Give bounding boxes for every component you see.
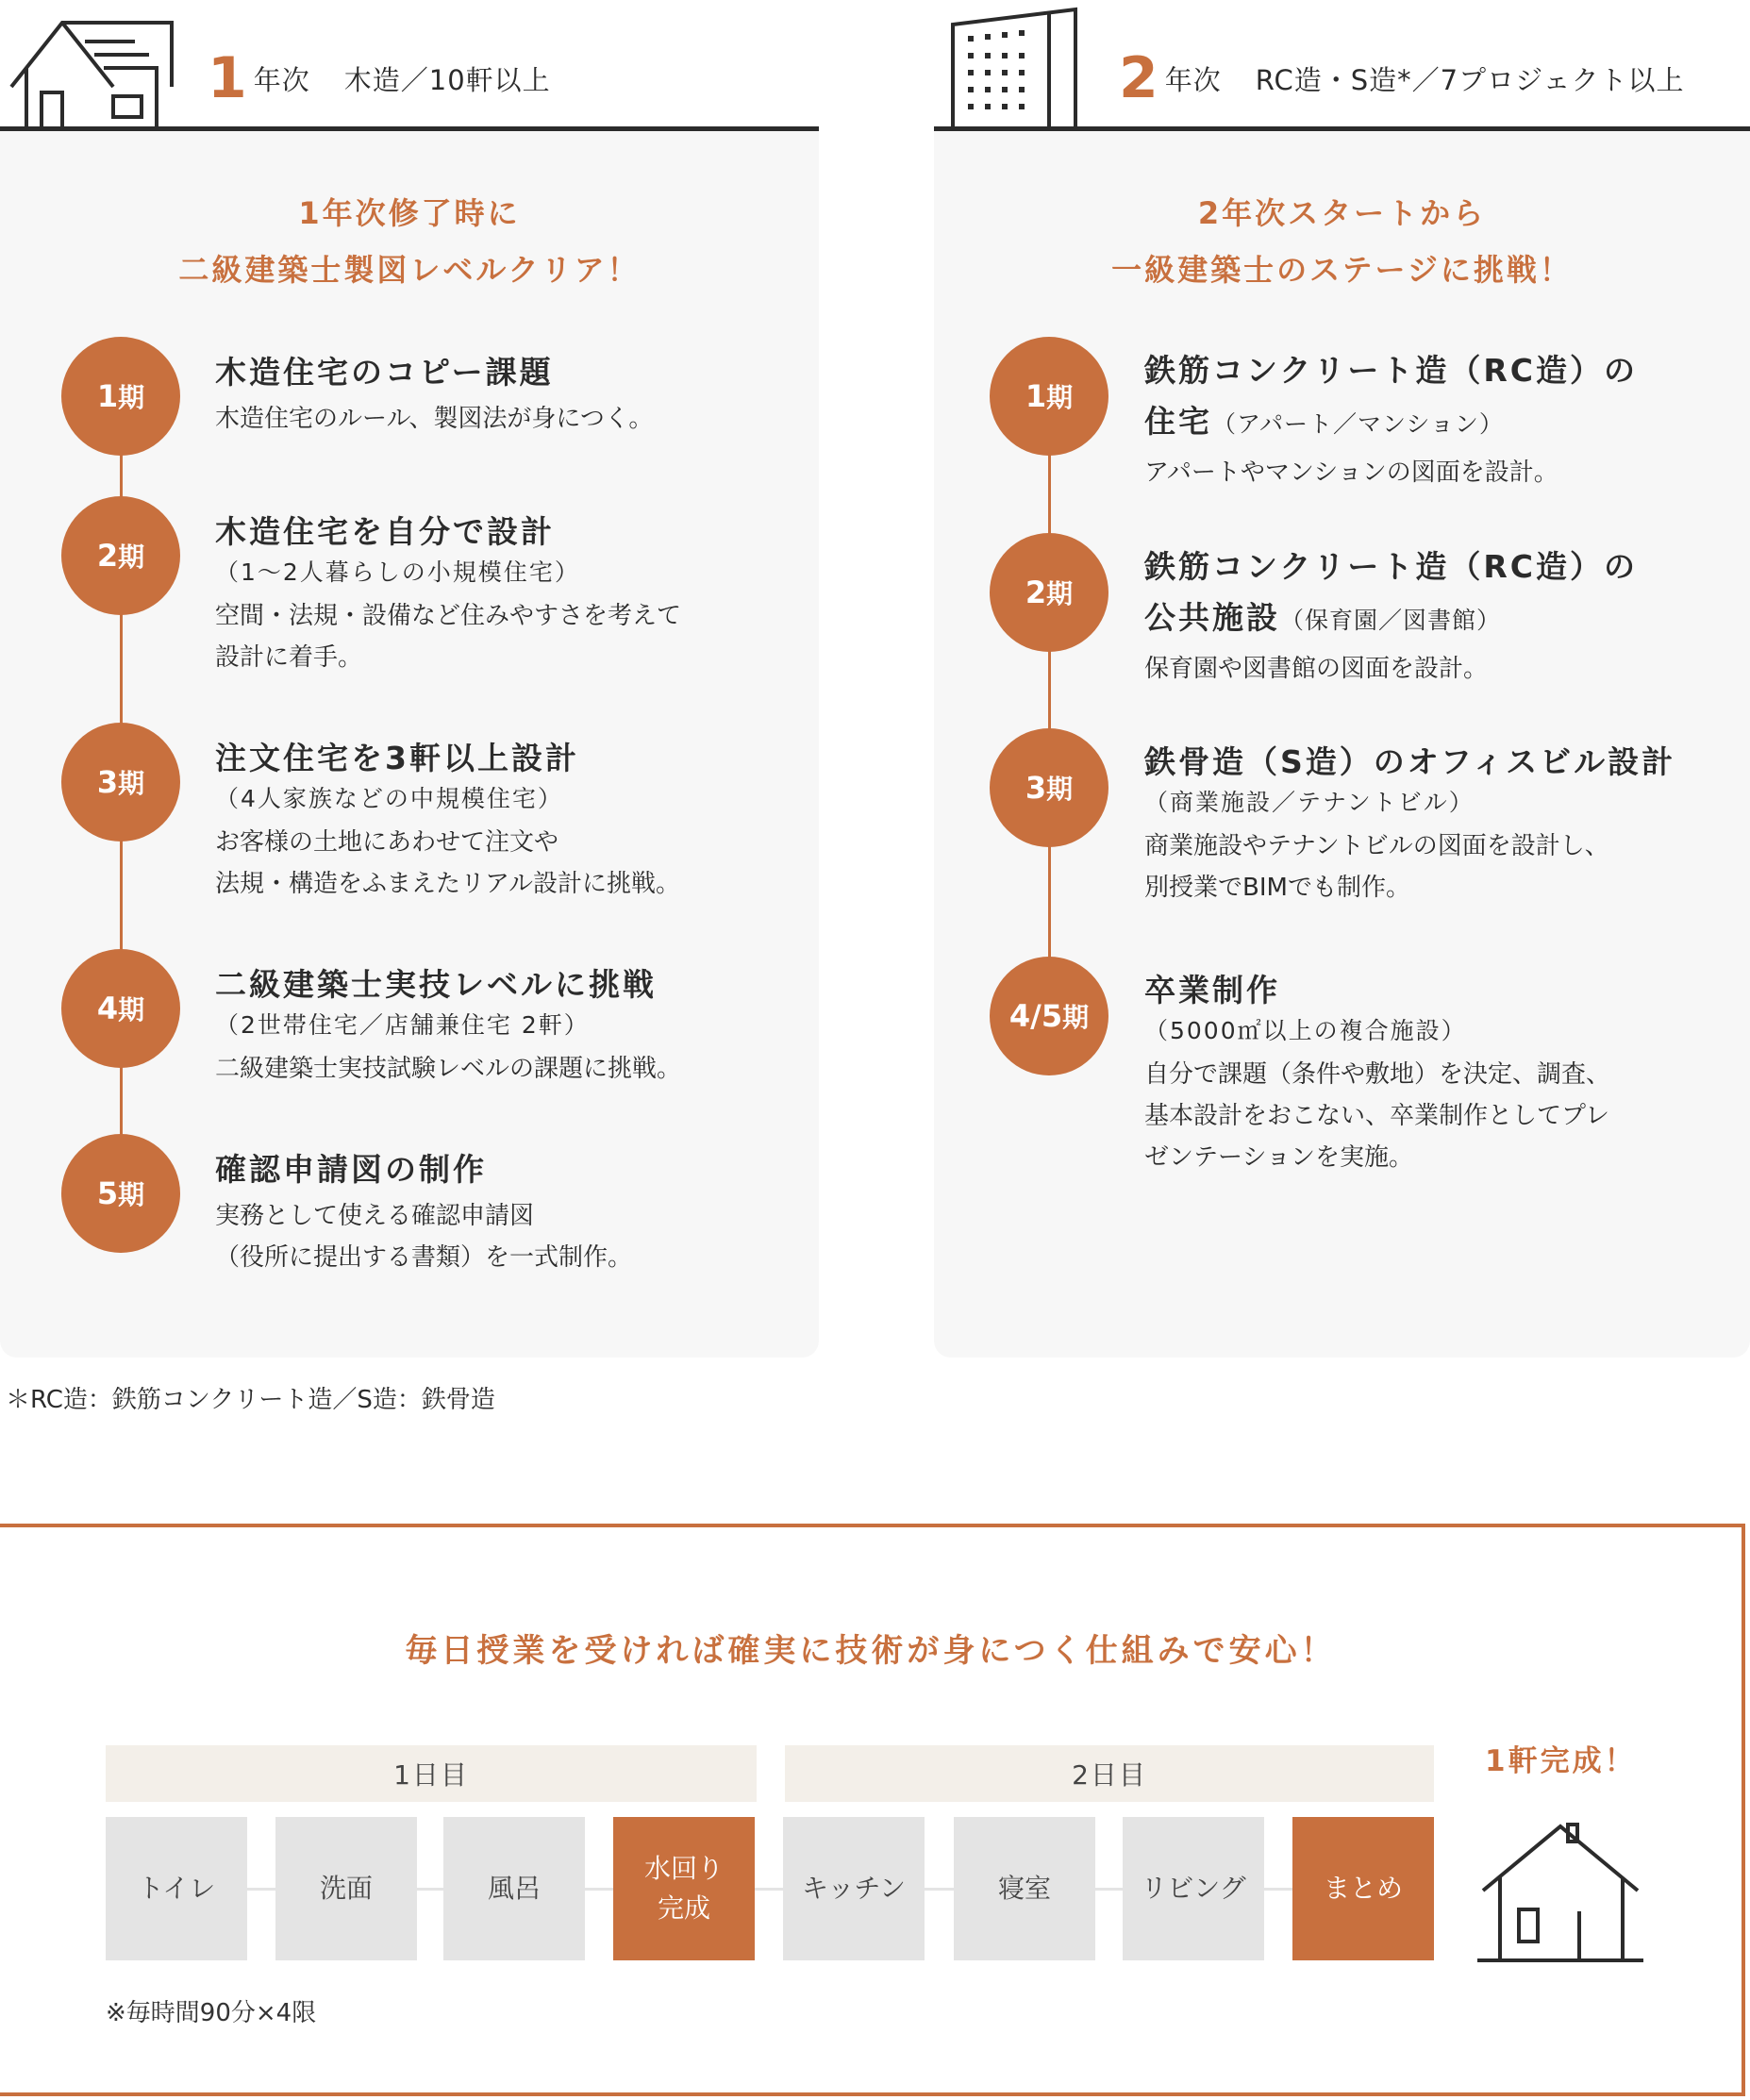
house-icon: [8, 13, 177, 130]
year2-stage2-badge: 2 期: [990, 533, 1108, 652]
stage-desc-line: 設計に着手。: [215, 643, 363, 672]
year2-stage45-badge: 4/5 期: [990, 957, 1108, 1075]
stage-subtitle: （5000㎡以上の複合施設）: [1144, 1017, 1467, 1044]
year1-stage1: [215, 351, 653, 440]
schedule-cell-kitchen: キッチン: [783, 1817, 925, 1960]
year1-stage2-badge: 2 期: [61, 496, 180, 615]
stage-desc-line: 空間・法規・設備など住みやすさを考えて: [215, 602, 682, 630]
schedule-cell-bedroom: 寝室: [954, 1817, 1095, 1960]
stage-desc-line: ゼンテーションを実施。: [1144, 1143, 1413, 1172]
stage-title: 卒業制作: [1144, 972, 1280, 1008]
schedule-cell-water-complete: 水回り 完成: [613, 1817, 755, 1960]
stage-desc-line: 別授業でBIMでも制作。: [1144, 874, 1410, 902]
year1-stage5-badge: 5 期: [61, 1134, 180, 1253]
year1-stage3-badge: 3 期: [61, 723, 180, 842]
year2-unit: 年次: [1164, 64, 1222, 96]
year1-stage1-badge: 1 期: [61, 337, 180, 456]
stage-title: 木造住宅のコピー課題: [215, 354, 554, 391]
year1-header: [208, 45, 551, 111]
year2-stage2: [1144, 545, 1638, 690]
stage-subtitle: （4人家族などの中規模住宅）: [215, 785, 563, 812]
year1-goal: [0, 185, 819, 298]
year2-header: [1119, 45, 1685, 111]
year1-stage3: [215, 737, 680, 905]
schedule-cell-toilet: トイレ: [106, 1817, 247, 1960]
stage-desc: [215, 595, 681, 678]
day2-bar: 2日目: [785, 1745, 1434, 1802]
year1-number: 1: [208, 45, 248, 111]
schedule-box: [0, 1524, 1745, 2096]
stage-desc: [1144, 825, 1675, 908]
structure-footnote: ＊RC造：鉄筋コンクリート造／S造：鉄骨造: [6, 1386, 495, 1414]
stage-title-line2: 公共施設（保育園／図書館）: [1144, 599, 1502, 636]
stage-title: 木造住宅を自分で設計: [215, 513, 555, 550]
stage-subtitle: （商業施設／テナントビル）: [1144, 789, 1475, 816]
stage-desc: 二級建築士実技試験レベルの課題に挑戦。: [215, 1055, 682, 1083]
year1-desc: 木造／10軒以上: [343, 64, 551, 96]
day1-bar: 1日目: [106, 1745, 757, 1802]
stage-desc: [1144, 1054, 1610, 1178]
year2-stage3: [1144, 741, 1675, 908]
year2-desc: RC造・S造*／7プロジェクト以上: [1255, 64, 1685, 96]
stage-desc: [215, 822, 680, 905]
stage-desc-line: 自分で課題（条件や敷地）を決定、調査、: [1144, 1060, 1611, 1089]
year2-number: 2: [1119, 45, 1159, 111]
year2-stage1: [1144, 349, 1638, 493]
stage-subtitle: （1～2人暮らしの小規模住宅）: [215, 558, 580, 586]
year1-stage4-badge: 4 期: [61, 949, 180, 1068]
stage-desc: [215, 1195, 632, 1278]
stage-title-line2: 住宅（アパート／マンション）: [1144, 403, 1504, 440]
year1-stage5: [215, 1148, 632, 1278]
year2-goal: [934, 185, 1750, 298]
stage-subtitle: （2世帯住宅／店舗兼住宅 2軒）: [215, 1011, 590, 1039]
year1-stage4: [215, 963, 681, 1090]
year2-goal-line1: 2年次スタートから: [1197, 195, 1487, 231]
stage-title: 確認申請図の制作: [215, 1151, 487, 1188]
year2-stage3-badge: 3 期: [990, 728, 1108, 847]
year1-goal-line1: 1年次修了時に: [298, 195, 521, 231]
schedule-title: 毎日授業を受ければ確実に技術が身につく仕組みで安心！: [405, 1632, 1337, 1670]
schedule-cell-living: リビング: [1123, 1817, 1264, 1960]
stage-desc: 保育園や図書館の図面を設計。: [1144, 655, 1489, 683]
stage-desc-line: （役所に提出する書類）を一式制作。: [215, 1243, 633, 1272]
stage-title: 二級建築士実技レベルに挑戦: [215, 966, 657, 1003]
stage-title: 鉄筋コンクリート造（RC造）の: [1144, 548, 1638, 585]
complete-label: 1軒完成！: [1485, 1744, 1637, 1778]
stage-desc-line: 法規・構造をふまえたリアル設計に挑戦。: [215, 870, 680, 898]
stage-title: 注文住宅を3軒以上設計: [215, 740, 579, 776]
year1-goal-line2: 二級建築士製図レベルクリア！: [178, 252, 641, 288]
stage-desc-line: お客様の土地にあわせて注文や: [215, 828, 559, 857]
house-icon: [1477, 1817, 1643, 1964]
stage-desc: 木造住宅のルール、製図法が身につく。: [215, 405, 654, 433]
year2-stage1-badge: 1 期: [990, 337, 1108, 456]
year2-goal-line2: 一級建築士のステージに挑戦！: [1111, 252, 1573, 288]
stage-desc-line: 実務として使える確認申請図: [215, 1202, 535, 1230]
schedule-cell-washroom: 洗面: [275, 1817, 417, 1960]
stage-title: 鉄骨造（S造）のオフィスビル設計: [1144, 743, 1676, 780]
schedule-cell-summary: まとめ: [1292, 1817, 1434, 1960]
schedule-note: ※毎時間90分×4限: [106, 1999, 317, 2027]
stage-desc-line: 基本設計をおこない、卒業制作としてプレ: [1144, 1102, 1609, 1130]
year1-stage2: [215, 510, 681, 678]
year1-unit: 年次: [253, 64, 310, 96]
stage-desc: アパートやマンションの図面を設計。: [1144, 458, 1558, 487]
stage-desc-line: 商業施設やテナントビルの図面を設計し、: [1144, 832, 1609, 860]
year2-stage45: [1144, 969, 1610, 1178]
building-icon: [934, 4, 1094, 130]
schedule-cell-bath: 風呂: [443, 1817, 585, 1960]
stage-title: 鉄筋コンクリート造（RC造）の: [1144, 352, 1638, 389]
year2-timeline-line: [1048, 396, 1051, 1019]
